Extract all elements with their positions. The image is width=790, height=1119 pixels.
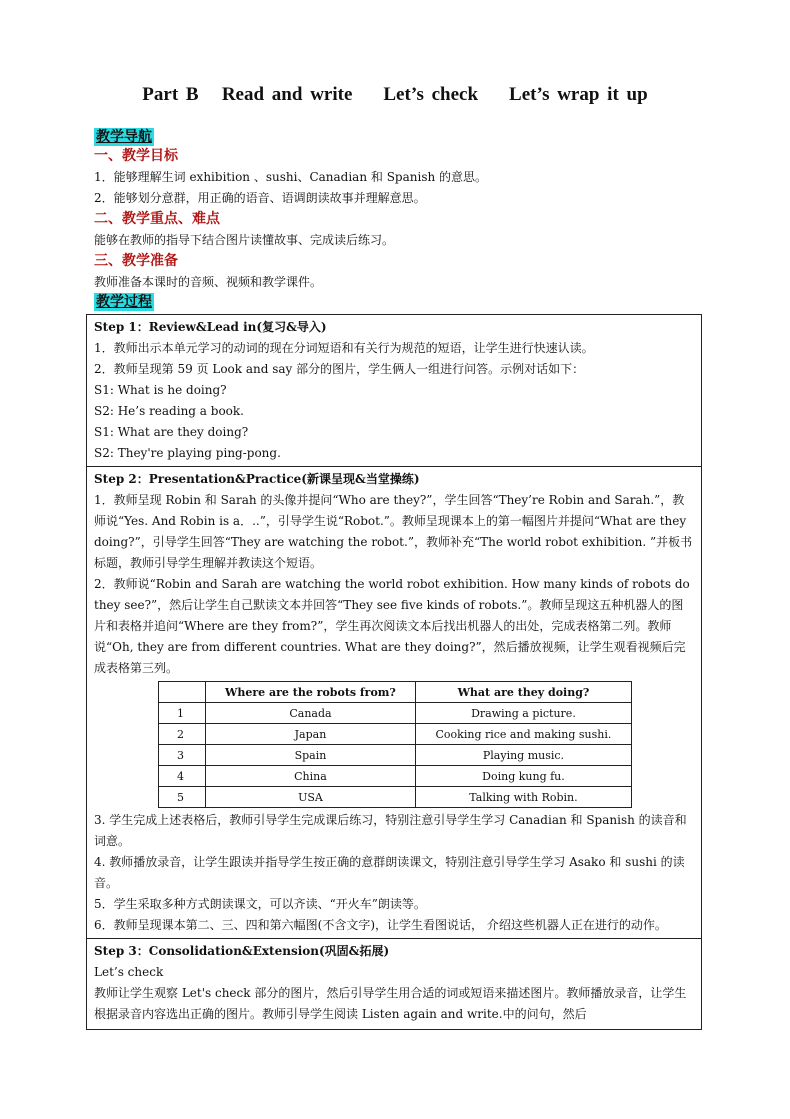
step-2-paragraph: 4. 教师播放录音，让学生跟读并指导学生按正确的意群朗读课文，特别注意引导学生学习 Asako 和 sushi 的读音。 xyxy=(94,855,685,890)
table-row xyxy=(159,766,632,787)
preparation-heading: 三、教学准备 xyxy=(94,253,178,269)
objective-item: 2．能够划分意群，用正确的语音、语调朗读故事并理解意思。 xyxy=(94,191,426,205)
table-cell: 3 xyxy=(159,745,206,766)
step-2-paragraph: 3. 学生完成上述表格后，教师引导学生完成课后练习，特别注意引导学生学习 Canadian 和 Spanish 的读音和词意。 xyxy=(94,813,687,848)
step-1-line: 2．教师呈现第 59 页 Look and say 部分的图片，学生俩人一组进行问答。示例对话如下： xyxy=(94,362,585,376)
intro-section xyxy=(94,128,704,311)
table-cell: Cooking rice and making sushi. xyxy=(415,724,631,745)
table-cell: 1 xyxy=(159,703,206,724)
step-2 xyxy=(87,467,701,939)
step-3-subheading: Let’s check xyxy=(94,965,164,979)
table-row xyxy=(159,787,632,808)
table-row xyxy=(159,703,632,724)
objectives-heading: 一、教学目标 xyxy=(94,148,178,164)
step-2-paragraph: 5．学生采取多种方式朗读课文，可以齐读、“开火车”朗读等。 xyxy=(94,897,426,911)
step-2-paragraph: 6．教师呈现课本第二、三、四和第六幅图(不含文字)，让学生看图说话， 介绍这些机器人正在进行的动作。 xyxy=(94,918,667,932)
key-points-heading: 二、教学重点、难点 xyxy=(94,211,220,227)
table-cell: Canada xyxy=(206,703,416,724)
table-cell: Doing kung fu. xyxy=(415,766,631,787)
robots-table xyxy=(158,681,632,808)
table-cell: 5 xyxy=(159,787,206,808)
table-cell: Japan xyxy=(206,724,416,745)
process-label: 教学过程 xyxy=(96,294,152,310)
table-header: What are they doing? xyxy=(415,682,631,703)
process-box xyxy=(86,314,702,1030)
table-cell: Talking with Robin. xyxy=(415,787,631,808)
step-2-paragraph: 2．教师说“Robin and Sarah are watching the world robot exhibition. How many kinds of robots do they see?”，然后让学生自己默读文本并回答“They see five kinds of robots.”。教师呈现这五种机器人的图片和表格并追问“Where are they from?”，学生再次阅读文本后找出机器人的出处，完成表格第二列。教师说“Oh, they are from different countries. What are they doing?”，然后播放视频，让学生观看视频后完成表格第三列。 xyxy=(94,577,690,675)
step-1 xyxy=(87,315,701,467)
step-2-title: Step 2：Presentation&Practice(新课呈现&当堂操练) xyxy=(94,472,420,486)
table-cell: Spain xyxy=(206,745,416,766)
table-cell: 2 xyxy=(159,724,206,745)
table-header: Where are the robots from? xyxy=(206,682,416,703)
step-1-line: 1．教师出示本单元学习的动词的现在分词短语和有关行为规范的短语，让学生进行快速认读。 xyxy=(94,341,594,355)
dialogue-line: S1: What is he doing? xyxy=(94,383,227,397)
step-3-paragraph: 教师让学生观察 Let's check 部分的图片，然后引导学生用合适的词或短语来描述图片。教师播放录音，让学生根据录音内容选出正确的图片。教师引导学生阅读 Listen again and write.中的问句，然后 xyxy=(94,986,687,1021)
dialogue-line: S2: He’s reading a book. xyxy=(94,404,244,418)
page-title: Part B Read and write Let’s check Let’s wrap it up xyxy=(142,84,648,105)
table-header xyxy=(159,682,206,703)
dialogue-line: S2: They're playing ping-pong. xyxy=(94,446,281,460)
step-2-paragraph: 1．教师呈现 Robin 和 Sarah 的头像并提问“Who are they?”，学生回答“They’re Robin and Sarah.”，教师说“Yes. And Robin is a．..”，引导学生说“Robot.”。教师呈现课本上的第一幅图片并提问“What are they doing?”，引导学生回答“They are watching the robot.”，教师补充“The world robot exhibition. ”并板书标题，教师引导学生理解并教读这个短语。 xyxy=(94,493,693,570)
table-row xyxy=(159,724,632,745)
step-3-title: Step 3：Consolidation&Extension(巩固&拓展) xyxy=(94,944,390,958)
table-row xyxy=(159,745,632,766)
key-points-text: 能够在教师的指导下结合图片读懂故事、完成读后练习。 xyxy=(94,233,395,247)
table-cell: USA xyxy=(206,787,416,808)
guide-label: 教学导航 xyxy=(96,129,152,145)
objective-item: 1．能够理解生词 exhibition 、sushi、Canadian 和 Spanish 的意思。 xyxy=(94,170,488,184)
preparation-text: 教师准备本课时的音频、视频和教学课件。 xyxy=(94,275,323,289)
table-cell: Playing music. xyxy=(415,745,631,766)
step-3 xyxy=(87,939,701,1027)
table-header-row xyxy=(159,682,632,703)
table-cell: Drawing a picture. xyxy=(415,703,631,724)
step-1-title: Step 1：Review&Lead in(复习&导入) xyxy=(94,320,327,334)
table-cell: 4 xyxy=(159,766,206,787)
dialogue-line: S1: What are they doing? xyxy=(94,425,249,439)
table-cell: China xyxy=(206,766,416,787)
